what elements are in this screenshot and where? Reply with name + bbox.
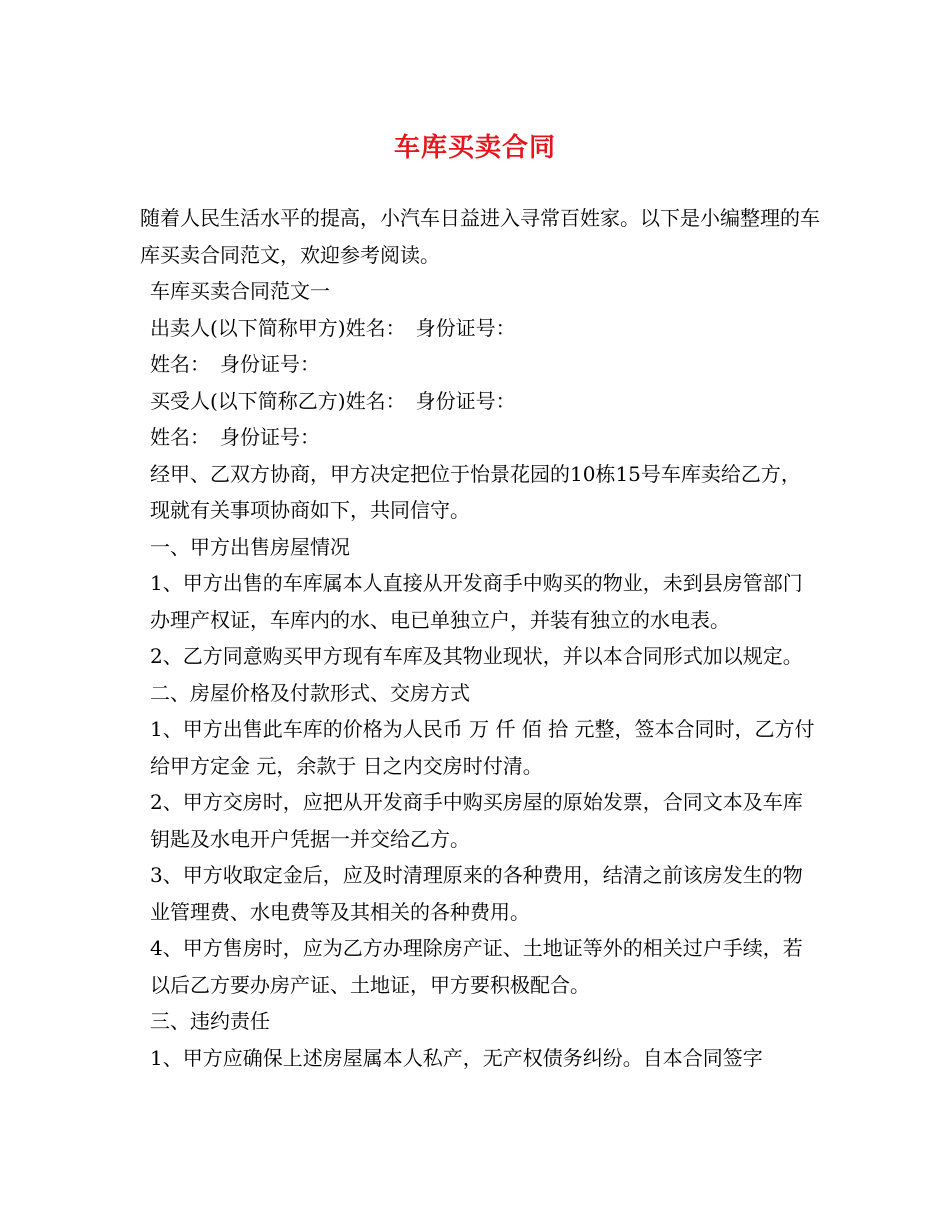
paragraph: 1、甲方出售此车库的价格为人民币 万 仟 佰 拾 元整，签本合同时，乙方付给甲方定金 元，余款于 日之内交房时付清。	[150, 717, 815, 778]
paragraph: 二、房屋价格及付款形式、交房方式	[150, 680, 470, 705]
paragraph: 出卖人(以下简称甲方)姓名： 身份证号：	[150, 315, 516, 340]
paragraph: 经甲、乙双方协商，甲方决定把位于怡景花园的10栋15号车库卖给乙方，现就有关事项协商如下，共同信守。	[150, 461, 801, 522]
paragraph: 随着人民生活水平的提高，小汽车日益进入寻常百姓家。以下是小编整理的车库买卖合同范文，欢迎参考阅读。	[140, 206, 820, 267]
paragraph: 4、甲方售房时，应为乙方办理除房产证、土地证等外的相关过户手续，若以后乙方要办房产证、土地证，甲方要积极配合。	[150, 936, 803, 997]
paragraph: 1、甲方应确保上述房屋属本人私产，无产权债务纠纷。自本合同签字	[150, 1045, 763, 1070]
paragraph: 一、甲方出售房屋情况	[150, 534, 350, 559]
paragraph: 姓名： 身份证号：	[150, 352, 320, 376]
paragraph: 车库买卖合同范文一	[150, 279, 330, 303]
paragraph: 1、甲方出售的车库属本人直接从开发商手中购买的物业，未到县房管部门办理产权证，车库内的水、电已单独立户，并装有独立的水电表。	[150, 571, 803, 632]
paragraph: 3、甲方收取定金后，应及时清理原来的各种费用，结清之前该房发生的物业管理费、水电费等及其相关的各种费用。	[150, 863, 803, 924]
paragraph: 2、甲方交房时，应把从开发商手中购买房屋的原始发票，合同文本及车库钥匙及水电开户凭据一并交给乙方。	[150, 790, 803, 851]
paragraph: 三、违约责任	[150, 1009, 270, 1033]
paragraph: 姓名： 身份证号：	[150, 425, 320, 449]
document-title: 车库买卖合同	[393, 133, 556, 163]
paragraph: 2、乙方同意购买甲方现有车库及其物业现状，并以本合同形式加以规定。	[150, 644, 803, 668]
document-body	[140, 200, 820, 1076]
paragraph: 买受人(以下简称乙方)姓名： 身份证号：	[150, 388, 516, 413]
